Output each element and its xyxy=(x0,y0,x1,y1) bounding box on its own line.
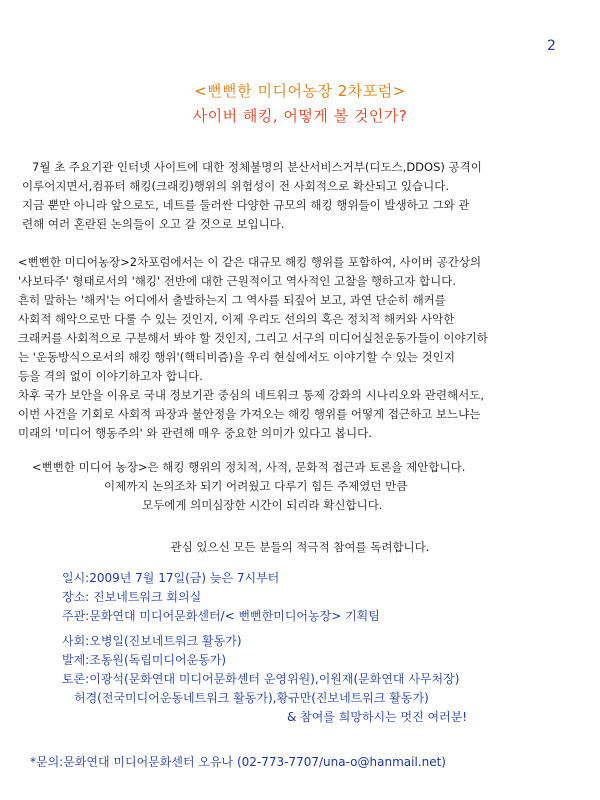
paragraph-line: 지금 뿐만 아니라 앞으로도, 네트를 둘러싼 다양한 규모의 해킹 행위들이 발생하고 그와 관 xyxy=(22,198,470,212)
paragraph-line: 크래커를 사회적으로 구분해서 봐야 할 것인지, 그리고 서구의 미디어실천운동가들이 이야기하 xyxy=(18,331,488,345)
paragraph-line: 흔히 말하는 '해커'는 어디에서 출발하는지 그 역사를 되짚어 보고, 과연 단순히 해커를 xyxy=(18,293,446,307)
paragraph-line: <뻔뻔한 미디어 농장>은 해킹 행위의 정치적, 사적, 문화적 접근과 토론을 제안합니다. xyxy=(32,460,466,474)
paragraph-line: 사회적 해악으로만 다룰 수 있는 것인지, 이제 우리도 선의의 혹은 정치적 해커와 사악한 xyxy=(18,312,455,326)
forum-subtitle: 사이버 해킹, 어떻게 볼 것인가? xyxy=(192,107,408,125)
proposal-paragraph xyxy=(32,458,465,515)
panelists-continued: 허경(전국미디어운동네트워크 활동가),황규만(진보네트워크 활동가) xyxy=(74,691,429,705)
moderator: 사회:오병일(진보네트워크 활동가) xyxy=(62,634,242,648)
page-number: 2 xyxy=(547,38,556,54)
forum-description-paragraph xyxy=(18,253,488,443)
event-date: 일시:2009년 7월 17일(금) 늦은 7시부터 xyxy=(62,571,280,585)
paragraph-line: 차후 국가 보안을 이유로 국내 정보기관 중심의 네트워크 통제 강화의 시나리오와 관련해서도, xyxy=(18,388,485,402)
speakers-info xyxy=(62,632,467,727)
paragraph-line: 련해 여러 혼란된 논의들이 오고 갈 것으로 보입니다. xyxy=(22,217,285,231)
paragraph-line: 7월 초 주요기관 인터넷 사이트에 대한 정체불명의 분산서비스거부(디도스,DDOS) 공격이 xyxy=(32,160,482,174)
paragraph-line: 이제까지 논의조차 되기 어려웠고 다루기 힘든 주제였던 만큼 xyxy=(104,479,408,493)
panelists: 토론:이광석(문화연대 미디어문화센터 운영위원),이원재(문화연대 사무처장) xyxy=(62,672,460,686)
paragraph-line: 등을 격의 없이 이야기하고자 합니다. xyxy=(18,369,203,383)
presenter: 발제:조동원(독립미디어운동가) xyxy=(62,653,227,667)
contact-info: *문의:문화연대 미디어문화센터 오유나 (02-773-7707/una-o@hanmail.net) xyxy=(30,755,446,769)
paragraph-line: '사보타주' 형태로서의 '해킹' 전반에 대한 근원적이고 역사적인 고찰을 행하고자 합니다. xyxy=(18,274,457,288)
paragraph-line: 이루어지면서,컴퓨터 해킹(크래킹)행위의 위험성이 전 사회적으로 확산되고 있습니다. xyxy=(22,179,450,193)
event-location: 장소: 진보네트워크 회의실 xyxy=(62,590,202,604)
audience-invite: & 참여를 희망하시는 멋진 여러분! xyxy=(287,710,468,724)
intro-paragraph xyxy=(22,158,482,234)
paragraph-line: <뻔뻔한 미디어농장>2차포럼에서는 이 같은 대규모 해킹 행위를 포함하여, 사이버 공간상의 xyxy=(18,255,482,269)
paragraph-line: 모두에게 의미심장한 시간이 되리라 확신합니다. xyxy=(142,498,383,512)
event-info xyxy=(62,569,380,626)
paragraph-line: 이번 사건을 기회로 사회적 파장과 불안정을 가져오는 해킹 행위를 어떻게 접근하고 보느냐는 xyxy=(18,407,481,421)
closing-line: 관심 있으신 모든 분들의 적극적 참여를 독려합니다. xyxy=(170,540,430,554)
paragraph-line: 미래의 '미디어 행동주의' 와 관련해 매우 중요한 의미가 있다고 봅니다. xyxy=(18,426,372,440)
forum-title: <뻔뻔한 미디어농장 2차포럼> xyxy=(194,82,406,100)
paragraph-line: 는 '운동방식으로서의 해킹 행위'(핵티비즘)을 우리 현실에서도 이야기할 수 있는 것인지 xyxy=(18,350,456,364)
event-organizer: 주관:문화연대 미디어문화센터/< 뻔뻔한미디어농장> 기획팀 xyxy=(62,609,380,623)
